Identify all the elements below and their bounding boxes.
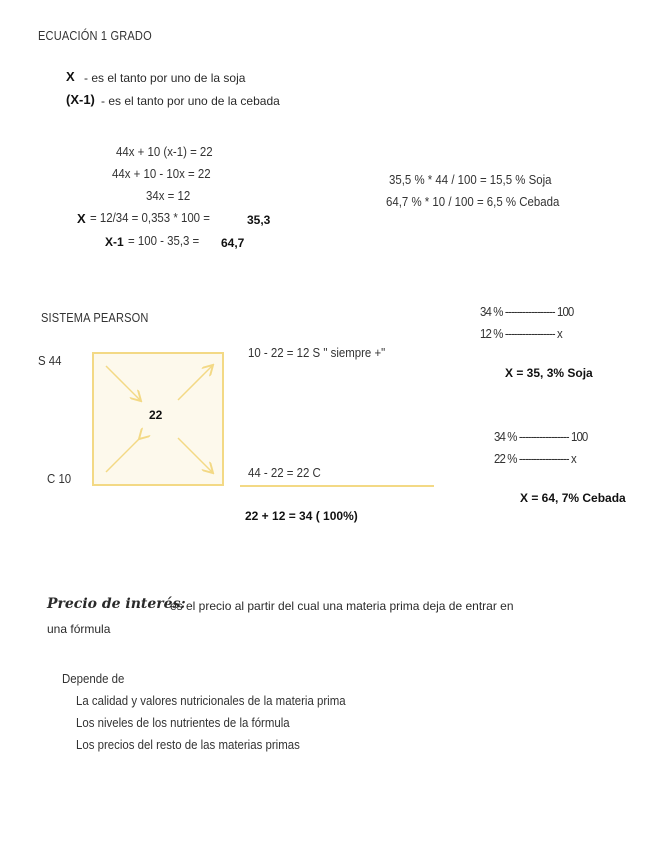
def-x-text: - es el tanto por uno de la soja — [84, 71, 246, 85]
section-title-ecuacion: ECUACIÓN 1 GRADO — [38, 28, 152, 43]
section-title-pearson: SISTEMA PEARSON — [41, 310, 149, 325]
rule1-line-a: 34 % ----------------- 100 — [480, 304, 574, 319]
def-x-symbol: X — [66, 69, 75, 84]
depends-title: Depende de — [62, 671, 125, 686]
def-x1-symbol: (X-1) — [66, 92, 95, 107]
depends-item: Los niveles de los nutrientes de la fórmula — [76, 715, 290, 730]
pearson-total: 22 + 12 = 34 ( 100%) — [245, 509, 358, 523]
result-x1-expr: = 100 - 35,3 = — [128, 233, 200, 248]
result-x-prefix: X — [77, 211, 86, 226]
equation-step: 44x + 10 (x-1) = 22 — [116, 144, 213, 159]
rule1-result: X = 35, 3% Soja — [505, 366, 593, 380]
result-x1-prefix: X-1 — [105, 235, 124, 249]
def-x1-text: - es el tanto por uno de la cebada — [101, 94, 280, 108]
pearson-line1: 10 - 22 = 12 S " siempre +" — [248, 345, 386, 360]
arrow-top-left — [106, 366, 140, 400]
precio-interes-term: Precio de interés: — [47, 596, 186, 612]
arrow-top-right — [178, 366, 212, 400]
precio-definition-line1: es el precio al partir del cual una materia prima deja de entrar en — [170, 599, 514, 613]
depends-item: Los precios del resto de las materias primas — [76, 737, 300, 752]
result-x-expr: = 12/34 = 0,353 * 100 = — [90, 210, 210, 225]
rule2-line-a: 34 % ----------------- 100 — [494, 429, 588, 444]
rule1-line-b: 12 % ----------------- x — [480, 326, 562, 341]
pearson-center-value: 22 — [149, 408, 163, 422]
calc-soja: 35,5 % * 44 / 100 = 15,5 % Soja — [389, 172, 552, 187]
depends-item: La calidad y valores nutricionales de la materia prima — [76, 693, 346, 708]
equation-step: 44x + 10 - 10x = 22 — [112, 166, 211, 181]
equation-step: 34x = 12 — [146, 188, 191, 203]
arrow-bottom-right — [178, 438, 212, 472]
pearson-underline — [240, 485, 434, 487]
pearson-label-c: C 10 — [47, 471, 72, 486]
pearson-line2: 44 - 22 = 22 C — [248, 465, 321, 480]
calc-cebada: 64,7 % * 10 / 100 = 6,5 % Cebada — [386, 194, 560, 209]
pearson-label-s: S 44 — [38, 353, 62, 368]
result-x-value: 35,3 — [247, 213, 271, 227]
arrow-bottom-left — [106, 438, 140, 472]
rule2-result: X = 64, 7% Cebada — [520, 491, 626, 505]
precio-definition-line2: una fórmula — [47, 622, 111, 636]
rule2-line-b: 22 % ----------------- x — [494, 451, 576, 466]
result-x1-value: 64,7 — [221, 236, 245, 250]
